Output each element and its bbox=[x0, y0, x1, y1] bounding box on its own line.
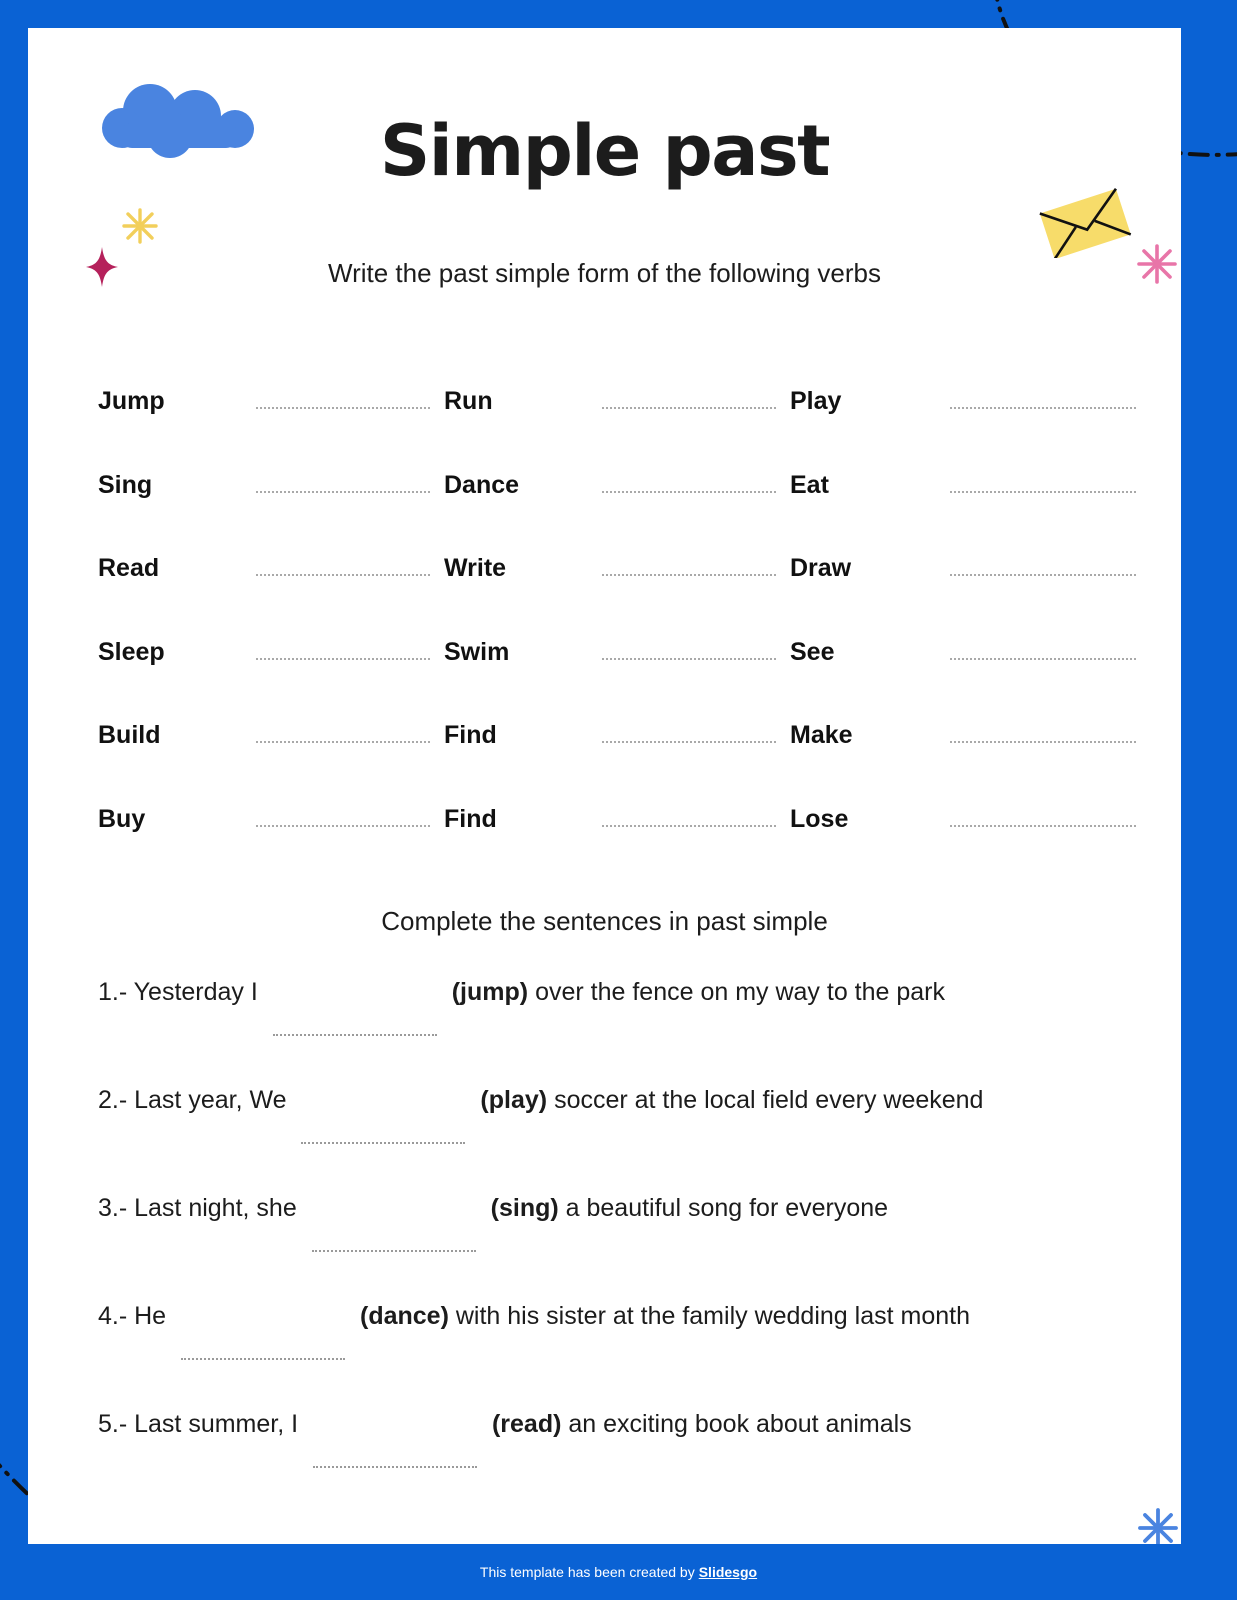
verb-answer-blank[interactable] bbox=[256, 490, 430, 493]
list-item bbox=[98, 1302, 1138, 1410]
sentences-instruction: Complete the sentences in past simple bbox=[381, 906, 828, 936]
verb-answer-blank[interactable] bbox=[602, 406, 776, 409]
star-blue-icon bbox=[1136, 1506, 1180, 1544]
table-row bbox=[98, 442, 1138, 526]
verb-answer-blank[interactable] bbox=[950, 490, 1136, 493]
verb-label: See bbox=[790, 637, 835, 666]
sentence-lead: 2.- Last year, We bbox=[98, 1086, 287, 1114]
worksheet-sheet bbox=[28, 28, 1181, 1544]
table-row bbox=[98, 776, 1138, 860]
verb-label: Make bbox=[790, 721, 853, 749]
verb-grid bbox=[98, 358, 1138, 859]
verb-answer-blank[interactable] bbox=[256, 824, 430, 827]
verb-answer-blank[interactable] bbox=[256, 657, 430, 660]
verb-label: Dance bbox=[444, 470, 520, 499]
sentence-verb-cue: (play) bbox=[480, 1086, 548, 1114]
verb-cell bbox=[790, 442, 1136, 500]
verb-label: Sing bbox=[98, 470, 153, 499]
list-item bbox=[98, 978, 1138, 1086]
verb-answer-blank[interactable] bbox=[256, 740, 430, 743]
table-row bbox=[98, 692, 1138, 776]
verb-answer-blank[interactable] bbox=[950, 824, 1136, 827]
sentence-verb-cue: (sing) bbox=[490, 1194, 559, 1222]
list-item bbox=[98, 1410, 1138, 1518]
sentence-verb-cue: (jump) bbox=[451, 978, 529, 1006]
verb-cell bbox=[98, 776, 444, 834]
verb-answer-blank[interactable] bbox=[256, 406, 430, 409]
verb-answer-blank[interactable] bbox=[602, 740, 776, 743]
sentence-rest: an exciting book about animals bbox=[568, 1410, 912, 1438]
sentence-lead: 5.- Last summer, I bbox=[98, 1410, 299, 1438]
sentence-rest: with his sister at the family wedding last month bbox=[455, 1302, 970, 1330]
verb-cell bbox=[98, 358, 444, 416]
verb-cell bbox=[444, 776, 790, 834]
verb-answer-blank[interactable] bbox=[602, 657, 776, 660]
verb-cell bbox=[98, 442, 444, 500]
verb-cell bbox=[790, 609, 1136, 667]
sentence-lead: 1.- Yesterday I bbox=[98, 978, 258, 1006]
verb-label: Build bbox=[98, 721, 161, 749]
verb-answer-blank[interactable] bbox=[602, 573, 776, 576]
verb-cell bbox=[444, 358, 790, 416]
verb-answer-blank[interactable] bbox=[950, 406, 1136, 409]
verb-answer-blank[interactable] bbox=[950, 573, 1136, 576]
verb-label: Eat bbox=[790, 470, 829, 499]
footer-credit bbox=[0, 1544, 1237, 1600]
verb-label: Buy bbox=[98, 804, 146, 833]
list-item bbox=[98, 1194, 1138, 1302]
slidesgo-link[interactable]: Slidesgo bbox=[698, 1564, 758, 1580]
verb-cell bbox=[98, 525, 444, 583]
verb-answer-blank[interactable] bbox=[602, 490, 776, 493]
verb-answer-blank[interactable] bbox=[602, 824, 776, 827]
verb-answer-blank[interactable] bbox=[950, 657, 1136, 660]
verb-cell bbox=[98, 609, 444, 667]
sentence-rest: soccer at the local field every weekend bbox=[554, 1086, 984, 1114]
table-row bbox=[98, 525, 1138, 609]
verb-cell bbox=[444, 525, 790, 583]
verb-label: Draw bbox=[790, 554, 852, 582]
verb-answer-blank[interactable] bbox=[950, 740, 1136, 743]
sentence-lead: 3.- Last night, she bbox=[98, 1194, 297, 1222]
page-title: Simple past bbox=[379, 110, 830, 192]
verb-cell bbox=[790, 358, 1136, 416]
sentence-rest: over the fence on my way to the park bbox=[535, 978, 945, 1006]
footer-text: This template has been created by bbox=[479, 1564, 695, 1580]
verb-cell bbox=[444, 692, 790, 750]
sentence-rest: a beautiful song for everyone bbox=[565, 1194, 889, 1222]
verb-label: Read bbox=[98, 554, 160, 582]
envelope-icon bbox=[1035, 188, 1135, 258]
verb-label: Lose bbox=[790, 804, 849, 833]
sentence-lead: 4.- He bbox=[98, 1302, 167, 1330]
sentences-list bbox=[98, 978, 1138, 1518]
list-item bbox=[98, 1086, 1138, 1194]
verb-label: Find bbox=[444, 721, 497, 749]
table-row bbox=[98, 609, 1138, 693]
star-yellow-icon bbox=[120, 206, 160, 246]
verb-answer-blank[interactable] bbox=[256, 573, 430, 576]
verb-label: Write bbox=[444, 554, 507, 582]
sentence-verb-cue: (read) bbox=[491, 1410, 562, 1438]
verb-label: Swim bbox=[444, 637, 510, 666]
verb-label: Find bbox=[444, 804, 497, 833]
sentence-verb-cue: (dance) bbox=[360, 1302, 449, 1330]
verb-cell bbox=[790, 525, 1136, 583]
verb-label: Play bbox=[790, 387, 842, 415]
verbs-instruction: Write the past simple form of the following verbs bbox=[328, 258, 881, 288]
verb-cell bbox=[790, 776, 1136, 834]
table-row bbox=[98, 358, 1138, 442]
verb-cell bbox=[444, 442, 790, 500]
verb-label: Sleep bbox=[98, 637, 165, 666]
verb-label: Run bbox=[444, 387, 493, 415]
verb-cell bbox=[790, 692, 1136, 750]
verb-label: Jump bbox=[98, 387, 165, 415]
verb-cell bbox=[444, 609, 790, 667]
verb-cell bbox=[98, 692, 444, 750]
